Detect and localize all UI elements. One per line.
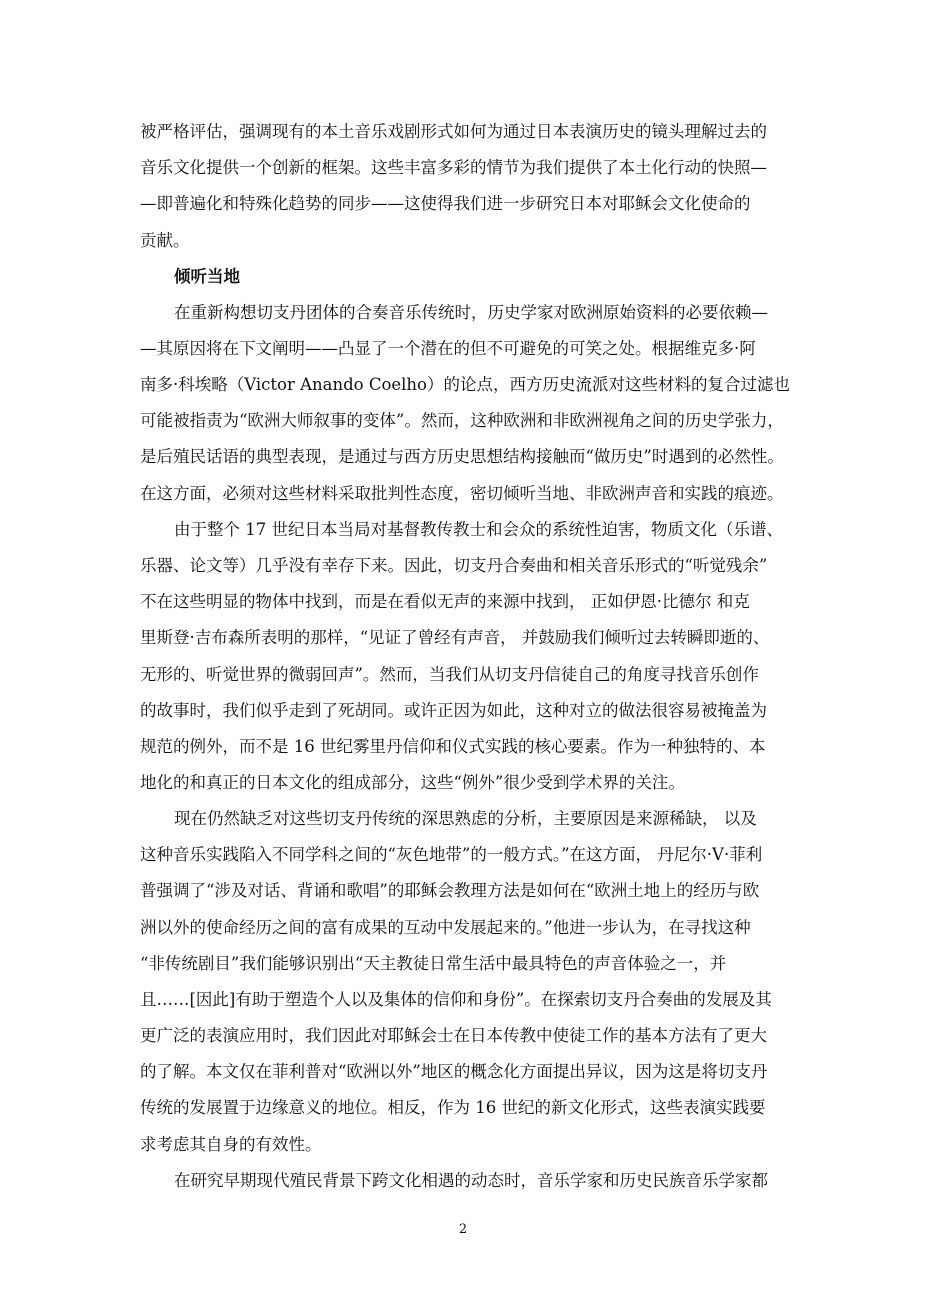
paragraph-3-line-5: 无形的、听觉世界的微弱回声”。然而，当我们从切支丹信徒自己的角度寻找音乐创作 xyxy=(140,665,759,684)
paragraph-2-line-4: 可能被指责为“欧洲大师叙事的变体”。然而，这种欧洲和非欧洲视角之间的历史学张力， xyxy=(140,411,784,430)
paragraph-3-line-6: 的故事时，我们似乎走到了死胡同。或许正因为如此，这种对立的做法很容易被掩盖为 xyxy=(140,701,767,720)
paragraph-3-line-1: 由于整个 17 世纪日本当局对基督教传教士和会众的系统性迫害，物质文化（乐谱、 xyxy=(174,520,783,539)
section-heading: 倾听当地 xyxy=(174,267,240,286)
paragraph-1-line-2: 音乐文化提供一个创新的框架。这些丰富多彩的情节为我们提供了本土化行动的快照— xyxy=(140,158,767,177)
paragraph-4-line-10: 求考虑其自身的有效性。 xyxy=(140,1135,322,1154)
paragraph-4-line-3: 普强调了“涉及对话、背诵和歌唱”的耶稣会教理方法是如何在“欧洲土地上的经历与欧 xyxy=(140,881,760,900)
page-number: 2 xyxy=(458,1222,468,1237)
paragraph-4-line-5: “非传统剧目”我们能够识别出“天主教徒日常生活中最具特色的声音体验之一，并 xyxy=(140,954,727,973)
paragraph-2-line-2: —其原因将在下文阐明——凸显了一个潜在的但不可避免的可笑之处。根据维克多·阿 xyxy=(140,339,756,358)
paragraph-3-line-3: 不在这些明显的物体中找到，而是在看似无声的来源中找到， 正如伊恩·比德尔 和克 xyxy=(140,592,750,611)
paragraph-1-line-4: 贡献。 xyxy=(140,231,190,250)
paragraph-3-line-4: 里斯登·吉布森所表明的那样，“见证了曾经有声音， 并鼓励我们倾听过去转瞬即逝的、 xyxy=(140,628,770,647)
paragraph-4-line-8: 的了解。本文仅在菲利普对“欧洲以外”地区的概念化方面提出异议，因为这是将切支丹 xyxy=(140,1062,768,1081)
paragraph-4-line-6: 且……[因此]有助于塑造个人以及集体的信仰和身份”。在探索切支丹合奏曲的发展及其 xyxy=(140,990,772,1009)
paragraph-4-line-2: 这种音乐实践陷入不同学科之间的“灰色地带”的一般方式。”在这方面， 丹尼尔·V·菲利 xyxy=(140,845,763,864)
paragraph-2-line-3: 南多·科埃略（Victor Anando Coelho）的论点，西方历史流派对这些材料的复合过滤也 xyxy=(140,375,790,394)
paragraph-2-line-5: 是后殖民话语的典型表现，是通过与西方历史思想结构接触而“做历史”时遇到的必然性。 xyxy=(140,447,784,466)
paragraph-1-line-1: 被严格评估，强调现有的本土音乐戏剧形式如何为通过日本表演历史的镜头理解过去的 xyxy=(140,122,767,141)
paragraph-2-line-6: 在这方面，必须对这些材料采取批判性态度，密切倾听当地、非欧洲声音和实践的痕迹。 xyxy=(140,484,784,503)
paragraph-5-line-1: 在研究早期现代殖民背景下跨文化相遇的动态时，音乐学家和历史民族音乐学家都 xyxy=(174,1171,768,1190)
paragraph-1-line-3: —即普遍化和特殊化趋势的同步——这使得我们进一步研究日本对耶稣会文化使命的 xyxy=(140,194,751,213)
paragraph-4-line-4: 洲以外的使命经历之间的富有成果的互动中发展起来的。”他进一步认为，在寻找这种 xyxy=(140,918,751,937)
paragraph-3-line-8: 地化的和真正的日本文化的组成部分，这些“例外”很少受到学术界的关注。 xyxy=(140,773,685,792)
paragraph-4-line-1: 现在仍然缺乏对这些切支丹传统的深思熟虑的分析，主要原因是来源稀缺， 以及 xyxy=(174,809,757,828)
paragraph-4-line-9: 传统的发展置于边缘意义的地位。相反，作为 16 世纪的新文化形式，这些表演实践要 xyxy=(140,1098,766,1117)
paragraph-4-line-7: 更广泛的表演应用时，我们因此对耶稣会士在日本传教中使徒工作的基本方法有了更大 xyxy=(140,1026,767,1045)
paragraph-3-line-2: 乐器、论文等）几乎没有幸存下来。因此，切支丹合奏曲和相关音乐形式的“听觉残余” xyxy=(140,556,768,575)
paragraph-2-line-1: 在重新构想切支丹团体的合奏音乐传统时，历史学家对欧洲原始资料的必要依赖— xyxy=(174,303,768,322)
paragraph-3-line-7: 规范的例外，而不是 16 世纪雾里丹信仰和仪式实践的核心要素。作为一种独特的、本 xyxy=(140,737,766,756)
